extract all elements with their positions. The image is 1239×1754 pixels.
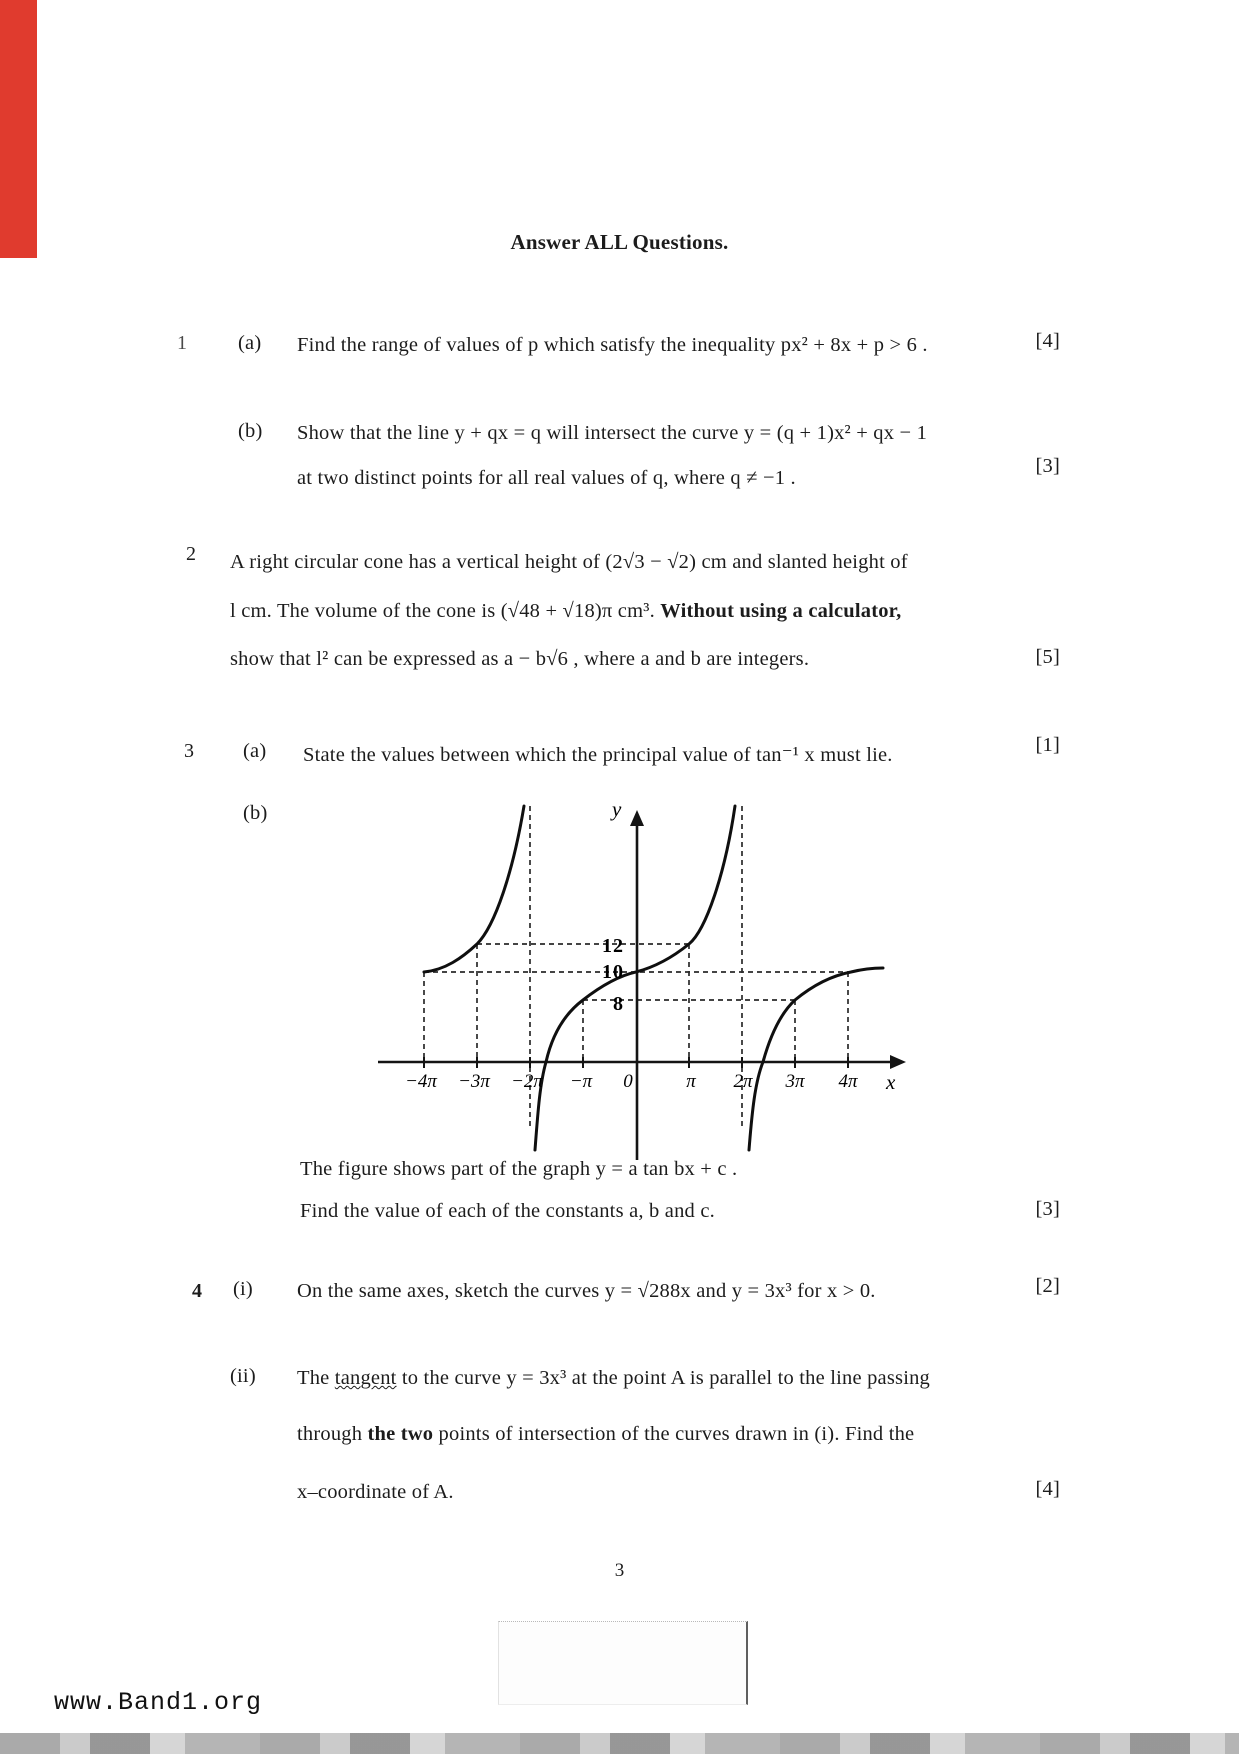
q2-line2-pre: l cm. The volume of the cone is (√48 + √18)π cm³. (230, 600, 661, 622)
x-axis-arrow (890, 1055, 906, 1069)
q4ii-line3: x–coordinate of A. (297, 1481, 454, 1503)
page-number: 3 (614, 1560, 625, 1581)
q3b-caption2: Find the value of each of the constants a, b and c. (300, 1200, 715, 1222)
q2-line1: A right circular cone has a vertical height of (2√3 − √2) cm and slanted height of (230, 551, 908, 573)
curve-left-branch (424, 806, 524, 972)
question-3-number: 3 (184, 740, 195, 762)
faint-scan-box (498, 1621, 748, 1705)
y-tick-10: 10 (602, 961, 624, 983)
x-tick-2pi: 2π (733, 1071, 753, 1092)
q4ii-line1-post: to the curve y = 3x³ at the point A is parallel to the line passing (396, 1367, 931, 1389)
x-tick-pi: π (686, 1071, 696, 1092)
x-axis-label: x (886, 1070, 896, 1094)
x-tick-labels (405, 1071, 858, 1092)
axes (378, 820, 896, 1160)
x-tick-neg3pi: −3π (458, 1071, 490, 1092)
q4i-label: (i) (233, 1278, 253, 1300)
y-axis-arrow (630, 810, 644, 826)
q1b-marks: [3] (1035, 455, 1060, 477)
q2-line2 (230, 600, 901, 623)
q1b-line1: Show that the line y + qx = q will intersect the curve y = (q + 1)x² + qx − 1 (297, 422, 928, 444)
q1b-label: (b) (238, 420, 263, 442)
q4ii-line2 (297, 1423, 914, 1446)
x-tick-3pi: 3π (785, 1071, 805, 1092)
q1b-line2: at two distinct points for all real values of q, where q ≠ −1 . (297, 467, 796, 489)
red-margin-strip (0, 0, 37, 258)
q3a-text: State the values between which the principal value of tan⁻¹ x must lie. (303, 744, 893, 766)
x-tick-neg4pi: −4π (405, 1071, 437, 1092)
tangent-graph-figure (340, 790, 920, 1170)
y-tick-8: 8 (613, 993, 624, 1015)
q3b-label: (b) (243, 802, 268, 824)
x-tick-0: 0 (623, 1071, 633, 1092)
q3b-caption1: The figure shows part of the graph y = a tan bx + c . (300, 1158, 738, 1180)
q4ii-line2-post: points of intersection of the curves drawn in (i). Find the (433, 1423, 915, 1445)
q3a-marks: [1] (1035, 734, 1060, 756)
question-4-number: 4 (192, 1280, 203, 1302)
q3a-label: (a) (243, 740, 267, 762)
q1a-text: Find the range of values of p which satisfy the inequality px² + 8x + p > 6 . (297, 334, 928, 356)
x-tick-neg2pi: −2π (511, 1071, 543, 1092)
question-1-number: 1 (177, 332, 188, 354)
q2-line2-bold: Without using a calculator, (660, 600, 902, 622)
q1a-marks: [4] (1035, 330, 1060, 352)
y-tick-12: 12 (602, 935, 624, 957)
q4ii-marks: [4] (1035, 1478, 1060, 1500)
q3b-marks: [3] (1035, 1198, 1060, 1220)
q4ii-line1 (297, 1367, 930, 1390)
q4ii-line1-pre: The (297, 1367, 335, 1389)
page-title: Answer ALL Questions. (510, 230, 729, 254)
question-2-number: 2 (186, 543, 197, 565)
watermark-url: www.Band1.org (54, 1688, 263, 1717)
tangent-curve (424, 806, 883, 1150)
q4ii-line1-underlined: tangent (334, 1367, 397, 1389)
x-tick-4pi: 4π (838, 1071, 858, 1092)
curve-middle-branch (535, 806, 735, 1150)
q4i-marks: [2] (1035, 1275, 1060, 1297)
curve-right-branch (749, 968, 883, 1150)
q4ii-label: (ii) (230, 1365, 256, 1387)
x-tick-negpi: −π (569, 1071, 593, 1092)
q4ii-line2-bold: the two (367, 1423, 434, 1445)
q1a-label: (a) (238, 332, 262, 354)
q2-line3: show that l² can be expressed as a − b√6 , where a and b are integers. (230, 648, 810, 670)
scan-edge-band (0, 1733, 1239, 1754)
q2-marks: [5] (1035, 646, 1060, 668)
q4ii-line2-pre: through (297, 1423, 368, 1445)
y-axis-label: y (612, 797, 622, 821)
q4i-text: On the same axes, sketch the curves y = √288x and y = 3x³ for x > 0. (297, 1280, 876, 1302)
